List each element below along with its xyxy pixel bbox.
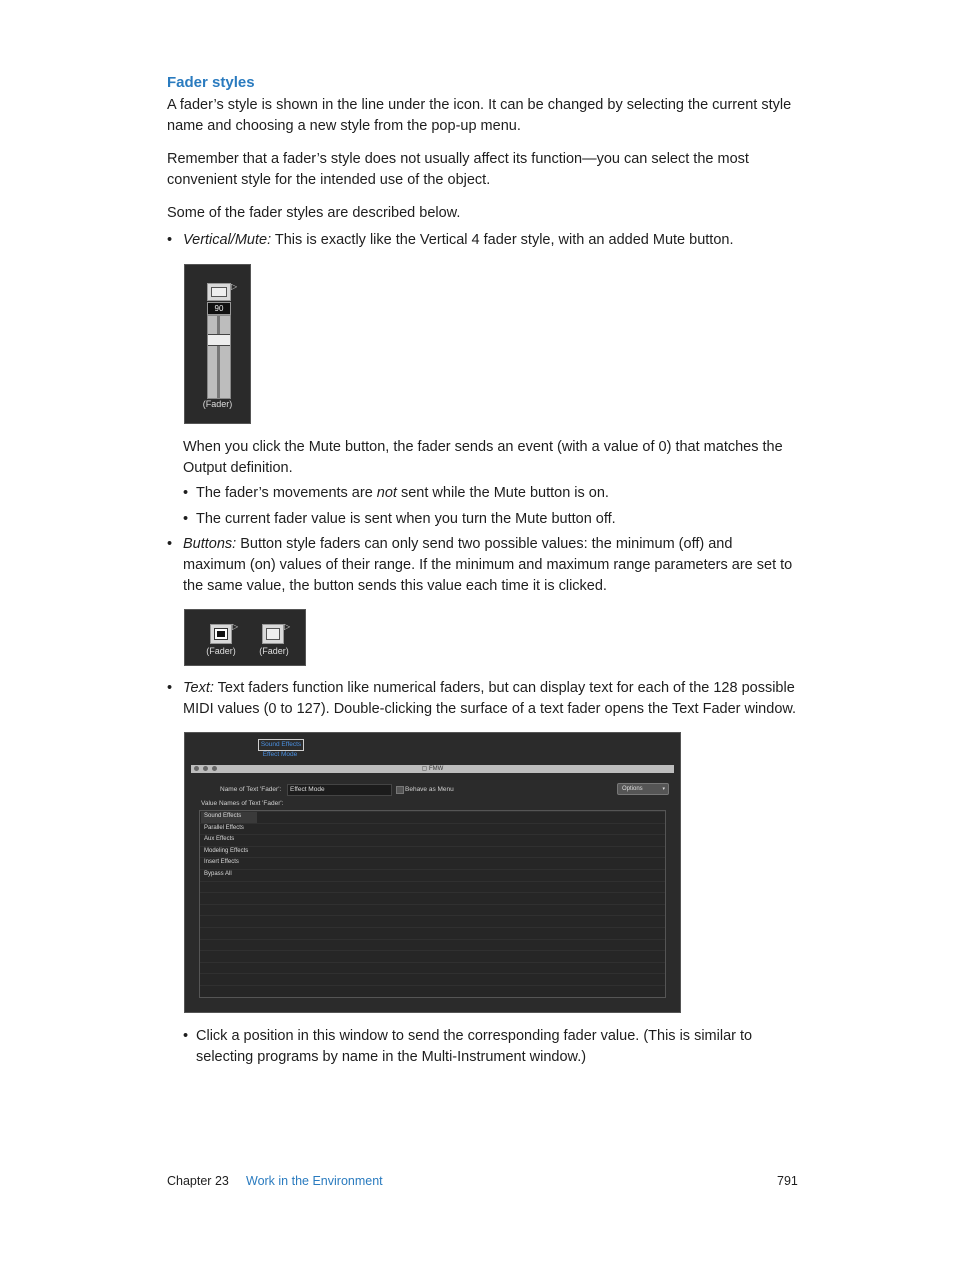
bullet-vertical-mute [167, 230, 807, 251]
fader-caption: (Fader) [206, 646, 236, 656]
name-field[interactable]: Effect Mode [287, 784, 392, 796]
window-title-bar[interactable] [191, 765, 674, 773]
mute-button[interactable] [207, 283, 231, 301]
intro-paragraph-3: Some of the fader styles are described below. [167, 205, 461, 221]
term-buttons: Buttons: [183, 536, 237, 552]
bullet-marker: • [167, 232, 173, 248]
play-arrow-icon: ▷ [232, 622, 239, 631]
options-dropdown[interactable] [617, 783, 669, 795]
bullet-buttons [167, 534, 797, 597]
footer-chapter: Chapter 23 [167, 1174, 229, 1188]
values-list-label: Value Names of Text 'Fader': [201, 800, 284, 807]
sub-bullet-mute-2 [183, 509, 803, 530]
sub-bullet-emphasis: not [376, 485, 397, 501]
list-item-label: Modeling Effects [204, 847, 249, 854]
section-heading: Fader styles [167, 74, 255, 91]
list-item-label: Sound Effects [204, 813, 242, 819]
sub-bullet-text: The current fader value is sent when you turn the Mute button off. [196, 511, 616, 527]
fader-handle[interactable] [208, 334, 230, 346]
bullet-marker: • [183, 1028, 189, 1044]
name-label: Name of Text 'Fader': [220, 786, 282, 793]
sub-bullet-text-window [183, 1026, 793, 1068]
list-item-label: Aux Effects [204, 836, 235, 843]
play-arrow-icon: ▷ [231, 282, 238, 291]
page-number: 791 [777, 1174, 798, 1188]
list-item-label: Bypass All [204, 871, 232, 877]
fader-value-display: 90 [207, 302, 231, 315]
vertical-fader-figure [184, 264, 251, 424]
behave-as-menu-checkbox[interactable] [396, 786, 404, 794]
intro-paragraph-2: Remember that a fader’s style does not usually affect its function—you can select the most convenient style for the intended use of the object. [167, 151, 749, 188]
window-title: ▢ FMW [421, 766, 444, 772]
sub-bullet-text: sent while the Mute button is on. [396, 485, 609, 501]
bullet-marker: • [167, 536, 173, 552]
bullet-text: Text faders function like numerical faders, but can display text for each of the 128 possible MIDI values (0 to 127). Double-clicking the surface of a text fader opens the Text Fader window. [183, 680, 797, 717]
fader-track[interactable] [207, 315, 231, 399]
term-vertical-mute: Vertical/Mute: [183, 232, 272, 248]
text-fader-window-figure [184, 732, 681, 1013]
bullet-text-faders [167, 678, 807, 720]
list-item-label: Insert Effects [204, 859, 239, 866]
behave-as-menu-label: Behave as Menu [405, 786, 454, 793]
play-arrow-icon: ▷ [284, 622, 291, 631]
button-fader-off[interactable] [262, 624, 284, 644]
bullet-marker: • [183, 485, 189, 501]
sub-bullet-mute-1 [183, 483, 803, 504]
text-fader-caption: Effect Mode [262, 751, 298, 758]
value-names-list[interactable] [199, 810, 666, 998]
bullet-text: This is exactly like the Vertical 4 fader style, with an added Mute button. [271, 232, 734, 248]
sub-bullet-text: The fader’s movements are [196, 485, 377, 501]
sub-bullet-text: Click a position in this window to send the corresponding fader value. (This is similar to selecting programs by name in the Multi-Instrument window.) [196, 1028, 753, 1065]
bullet-text: Button style faders can only send two possible values: the minimum (off) and maximum (on) values of their range. If the minimum and maximum range parameters are set to the same value, the button sends this value each time it is clicked. [183, 536, 793, 594]
fader-caption: (Fader) [259, 646, 289, 656]
mute-description: When you click the Mute button, the fader sends an event (with a value of 0) that matches the Output definition. [183, 439, 783, 476]
list-item-label: Parallel Effects [204, 824, 244, 831]
footer-chapter-link[interactable]: Work in the Environment [246, 1174, 383, 1188]
button-faders-figure [184, 609, 306, 666]
bullet-marker: • [167, 680, 173, 696]
button-fader-on[interactable] [210, 624, 232, 644]
chevron-down-icon: ▾ [662, 786, 665, 792]
fader-caption: (Fader) [202, 399, 233, 409]
options-label: Options [622, 786, 643, 792]
intro-paragraph-1: A fader’s style is shown in the line under the icon. It can be changed by selecting the current style name and choosing a new style from the pop-up menu. [167, 97, 792, 134]
bullet-marker: • [183, 511, 189, 527]
term-text: Text: [183, 680, 214, 696]
list-item[interactable] [200, 985, 665, 998]
text-fader-value[interactable]: Sound Effects [258, 739, 304, 751]
